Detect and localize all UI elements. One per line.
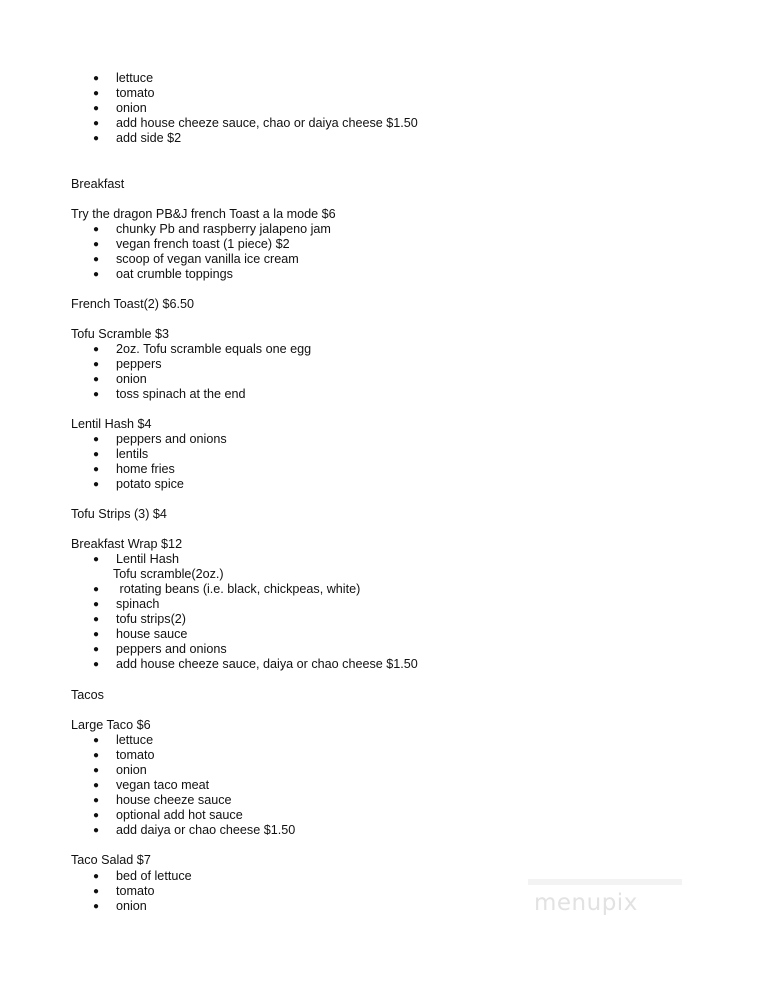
bullet-icon: ● [93,449,100,460]
bullet-icon: ● [93,479,100,490]
french-toast-title: French Toast(2) $6.50 [71,297,194,311]
menupix-watermark: menupix [534,890,638,916]
tacos-heading: Tacos [71,688,104,702]
bullet-icon: ● [93,133,100,144]
watermark-bar [528,879,682,885]
tofu-strips-title: Tofu Strips (3) $4 [71,507,167,521]
dragon-title: Try the dragon PB&J french Toast a la mode $6 [71,207,336,221]
breakfast-wrap-title: Breakfast Wrap $12 [71,537,183,551]
bullet-icon: ● [93,644,100,655]
bullet-icon: ● [93,389,100,400]
breakfast-heading: Breakfast [71,177,125,191]
bullet-icon: ● [93,239,100,250]
bullet-icon: ● [93,584,100,595]
bullet-icon: ● [93,629,100,640]
bullet-icon: ● [93,359,100,370]
tofu-scramble-title: Tofu Scramble $3 [71,327,170,341]
bullet-icon: ● [93,735,100,746]
bullet-icon: ● [93,795,100,806]
bullet-icon: ● [93,599,100,610]
bullet-icon: ● [93,765,100,776]
bullet-icon: ● [93,464,100,475]
bullet-icon: ● [93,344,100,355]
bullet-icon: ● [93,810,100,821]
bullet-icon: ● [93,780,100,791]
bullet-icon: ● [93,750,100,761]
bullet-icon: ● [93,871,100,882]
large-taco-title: Large Taco $6 [71,718,151,732]
bullet-icon: ● [93,886,100,897]
taco-salad-title: Taco Salad $7 [71,853,151,867]
bullet-icon: ● [93,88,100,99]
bullet-icon: ● [93,659,100,670]
bullet-icon: ● [93,224,100,235]
breakfast-wrap-subline: Tofu scramble(2oz.) [113,567,224,581]
bullet-icon: ● [93,434,100,445]
lentil-hash-title: Lentil Hash $4 [71,417,152,431]
bullet-icon: ● [93,118,100,129]
bullet-icon: ● [93,901,100,912]
bullet-icon: ● [93,554,100,565]
bullet-icon: ● [93,614,100,625]
menu-page: ● lettuce ● tomato ● onion ● add house cheeze sauce, chao or daiya cheese $1.50 ● add side $2 Breakfast Try the dragon PB&J french Toast a la mode $6 ● chunky Pb and raspberry jalapeno jam ● vegan french toast (1 piece) $2 ● scoop of vegan vanilla ice cream ● oat crumble toppings French Toast(2) $6.50 Tofu Scramble $3 ● 2oz. Tofu scramble equals one egg ● peppers ● onion ● toss spinach at the end Lentil Hash $4 ● peppers and onions ● lentils ● home fries ● potato spice Tofu Strips (3) $4 Breakfast Wrap $12 ● Lentil Hash Tofu scramble(2oz.) ● rotating beans (i.e. black, chickpeas, white) ● spinach ● tofu strips(2) ● house sauce ● peppers and onions ● add house cheeze sauce, daiya or chao cheese $1.50 Tacos Large Taco $6 ● lettuce ● tomato ● onion ● vegan taco meat ● house cheeze sauce ● optional add hot sauce ● add daiya or chao cheese $1.50 Taco Salad $7 ● bed of lettuce ● tomato ● onion menupix [0,0,768,994]
bullet-icon: ● [93,73,100,84]
bullet-icon: ● [93,269,100,280]
bullet-icon: ● [93,374,100,385]
bullet-icon: ● [93,254,100,265]
bullet-icon: ● [93,825,100,836]
bullet-icon: ● [93,103,100,114]
